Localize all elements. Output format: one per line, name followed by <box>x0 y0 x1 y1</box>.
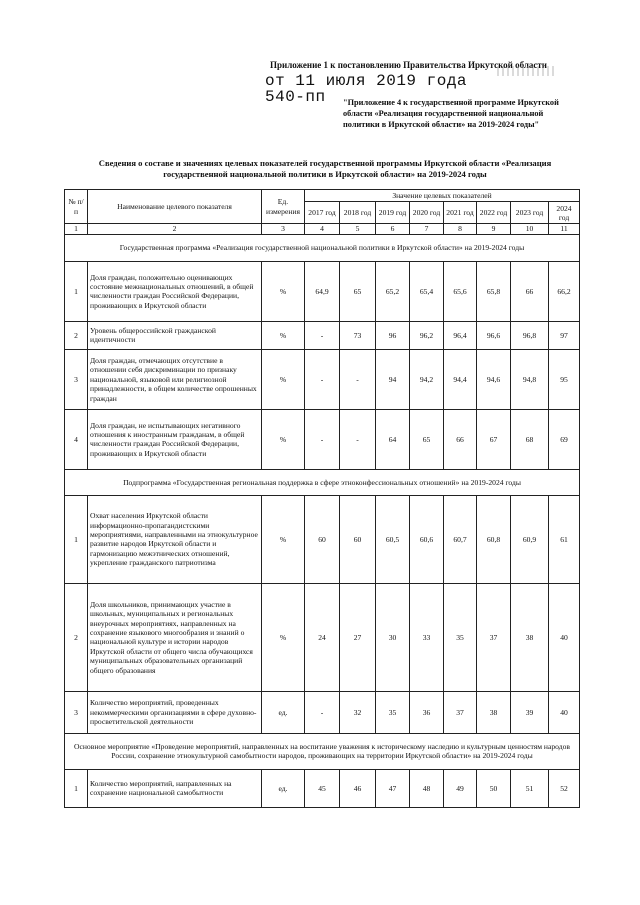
value-cell: 66 <box>511 261 549 321</box>
value-cell: 60 <box>305 495 340 583</box>
column-index: 10 <box>511 224 549 234</box>
value-cell: - <box>340 349 376 409</box>
value-cell: 35 <box>444 583 477 691</box>
table-row <box>65 261 580 321</box>
year-header: 2022 год <box>477 202 511 224</box>
value-cell: 24 <box>305 583 340 691</box>
column-index: 3 <box>262 224 305 234</box>
value-cell: 64,9 <box>305 261 340 321</box>
value-cell: 45 <box>305 769 340 807</box>
table-row <box>65 321 580 349</box>
value-cell: 96,2 <box>410 321 444 349</box>
resolution-number: 540-пп <box>265 88 326 106</box>
section-title: Государственная программа «Реализация государственной национальной политики в Иркутской области» на 2019-2024 годы <box>65 234 580 261</box>
unit-cell: ед. <box>262 769 305 807</box>
value-cell: 47 <box>376 769 410 807</box>
col-unit-header: Ед. измерения <box>262 190 305 224</box>
indicators-table <box>64 189 580 808</box>
section-title: Подпрограмма «Государственная региональная поддержка в сфере этноконфессиональных отношений» на 2019-2024 годы <box>65 469 580 495</box>
value-cell: - <box>305 321 340 349</box>
value-cell: 50 <box>477 769 511 807</box>
unit-cell: % <box>262 495 305 583</box>
column-index: 4 <box>305 224 340 234</box>
column-index: 1 <box>65 224 88 234</box>
unit-cell: % <box>262 321 305 349</box>
value-cell: 96,4 <box>444 321 477 349</box>
value-cell: 46 <box>340 769 376 807</box>
table-row <box>65 495 580 583</box>
value-cell: 96,8 <box>511 321 549 349</box>
column-index: 7 <box>410 224 444 234</box>
value-cell: 65,8 <box>477 261 511 321</box>
year-header: 2020 год <box>410 202 444 224</box>
value-cell: 37 <box>444 691 477 733</box>
value-cell: 65,4 <box>410 261 444 321</box>
column-index: 6 <box>376 224 410 234</box>
appendix-4-header: "Приложение 4 к государственной программе Иркутской области «Реализация государственной национальной политики в Иркутской области» на 2019-2024 годы" <box>343 98 559 129</box>
row-number: 1 <box>65 769 88 807</box>
value-cell: 65 <box>410 409 444 469</box>
column-index: 11 <box>549 224 580 234</box>
value-cell: 60,5 <box>376 495 410 583</box>
value-cell: 52 <box>549 769 580 807</box>
unit-cell: ед. <box>262 691 305 733</box>
column-index: 2 <box>88 224 262 234</box>
column-index: 5 <box>340 224 376 234</box>
row-number: 1 <box>65 261 88 321</box>
value-cell: 68 <box>511 409 549 469</box>
indicator-name: Доля граждан, положительно оценивающих состояние межнациональных отношений, в общей численности граждан Российской Федерации, проживающих в Иркутской области <box>88 261 262 321</box>
value-cell: 35 <box>376 691 410 733</box>
value-cell: 60,6 <box>410 495 444 583</box>
value-cell: 36 <box>410 691 444 733</box>
value-cell: - <box>340 409 376 469</box>
value-cell: 40 <box>549 691 580 733</box>
value-cell: 94,2 <box>410 349 444 409</box>
value-cell: 27 <box>340 583 376 691</box>
year-header: 2019 год <box>376 202 410 224</box>
scan-artifact <box>497 66 557 76</box>
value-cell: 37 <box>477 583 511 691</box>
value-cell: 94,6 <box>477 349 511 409</box>
value-cell: 67 <box>477 409 511 469</box>
value-cell: 60 <box>340 495 376 583</box>
table-row <box>65 349 580 409</box>
unit-cell: % <box>262 409 305 469</box>
column-index: 9 <box>477 224 511 234</box>
indicator-name: Охват населения Иркутской области информационно-пропагандистскими мероприятиями, направленными на этнокультурное развитие народов Иркутской области и гармонизацию межэтнических отношений, укрепление гражданского патриотизма <box>88 495 262 583</box>
value-cell: 65 <box>340 261 376 321</box>
col-name-header: Наименование целевого показателя <box>88 190 262 224</box>
value-cell: 69 <box>549 409 580 469</box>
resolution-date: от 11 июля 2019 года <box>265 72 468 90</box>
value-cell: 60,8 <box>477 495 511 583</box>
document-title: Сведения о составе и значениях целевых показателей государственной программы Иркутской области «Реализация государственной национальной политики в Иркутской области» на 2019-2024 годы <box>98 158 552 180</box>
value-cell: 73 <box>340 321 376 349</box>
value-cell: 40 <box>549 583 580 691</box>
value-cell: 65,6 <box>444 261 477 321</box>
row-number: 3 <box>65 349 88 409</box>
value-cell: 30 <box>376 583 410 691</box>
value-cell: 38 <box>511 583 549 691</box>
value-cell: - <box>305 691 340 733</box>
unit-cell: % <box>262 583 305 691</box>
unit-cell: % <box>262 349 305 409</box>
indicator-name: Доля граждан, не испытывающих негативного отношения к иностранным гражданам, в общей численности граждан Российской Федерации, проживающих в Иркутской области <box>88 409 262 469</box>
row-number: 3 <box>65 691 88 733</box>
value-cell: 66,2 <box>549 261 580 321</box>
value-cell: 49 <box>444 769 477 807</box>
value-cell: 39 <box>511 691 549 733</box>
value-cell: 65,2 <box>376 261 410 321</box>
col-values-header: Значение целевых показателей <box>305 190 580 202</box>
value-cell: 32 <box>340 691 376 733</box>
year-header: 2023 год <box>511 202 549 224</box>
year-header: 2018 год <box>340 202 376 224</box>
unit-cell: % <box>262 261 305 321</box>
indicator-name: Уровень общероссийской гражданской идентичности <box>88 321 262 349</box>
table-row <box>65 583 580 691</box>
row-number: 4 <box>65 409 88 469</box>
indicator-name: Количество мероприятий, проведенных некоммерческими организациями в сфере духовно-просветительской деятельности <box>88 691 262 733</box>
appendix-header: Приложение 1 к постановлению Правительства Иркутской области <box>270 60 547 70</box>
value-cell: 94,8 <box>511 349 549 409</box>
row-number: 2 <box>65 583 88 691</box>
section-title: Основное мероприятие «Проведение мероприятий, направленных на воспитание уважения к историческому наследию и культурным ценностям народов России, сохранение этнокультурной самобытности народов, проживающих на территории Иркутской области» на 2019-2024 годы <box>65 733 580 769</box>
column-index: 8 <box>444 224 477 234</box>
row-number: 1 <box>65 495 88 583</box>
table-row <box>65 691 580 733</box>
col-num-header: № п/п <box>65 190 88 224</box>
value-cell: 60,9 <box>511 495 549 583</box>
value-cell: 94,4 <box>444 349 477 409</box>
indicator-name: Количество мероприятий, направленных на сохранение национальной самобытности <box>88 769 262 807</box>
value-cell: 60,7 <box>444 495 477 583</box>
row-number: 2 <box>65 321 88 349</box>
year-header: 2024 год <box>549 202 580 224</box>
value-cell: 95 <box>549 349 580 409</box>
year-header: 2021 год <box>444 202 477 224</box>
indicator-name: Доля граждан, отмечающих отсутствие в отношении себя дискриминации по признаку национальной, языковой или религиозной принадлежности, в общем количестве опрошенных граждан <box>88 349 262 409</box>
year-header: 2017 год <box>305 202 340 224</box>
value-cell: 48 <box>410 769 444 807</box>
value-cell: 94 <box>376 349 410 409</box>
value-cell: 96 <box>376 321 410 349</box>
table-row <box>65 769 580 807</box>
value-cell: 61 <box>549 495 580 583</box>
value-cell: 38 <box>477 691 511 733</box>
value-cell: - <box>305 409 340 469</box>
value-cell: 97 <box>549 321 580 349</box>
value-cell: 64 <box>376 409 410 469</box>
value-cell: 66 <box>444 409 477 469</box>
table-row <box>65 409 580 469</box>
value-cell: - <box>305 349 340 409</box>
value-cell: 33 <box>410 583 444 691</box>
indicator-name: Доля школьников, принимающих участие в школьных, муниципальных и региональных внеурочных мероприятиях, направленных на сохранение языкового многообразия и знаний о национальной культуре и истории народов Иркутской области от общего числа обучающихся муниципальных образовательных организаций общего образования <box>88 583 262 691</box>
value-cell: 96,6 <box>477 321 511 349</box>
value-cell: 51 <box>511 769 549 807</box>
